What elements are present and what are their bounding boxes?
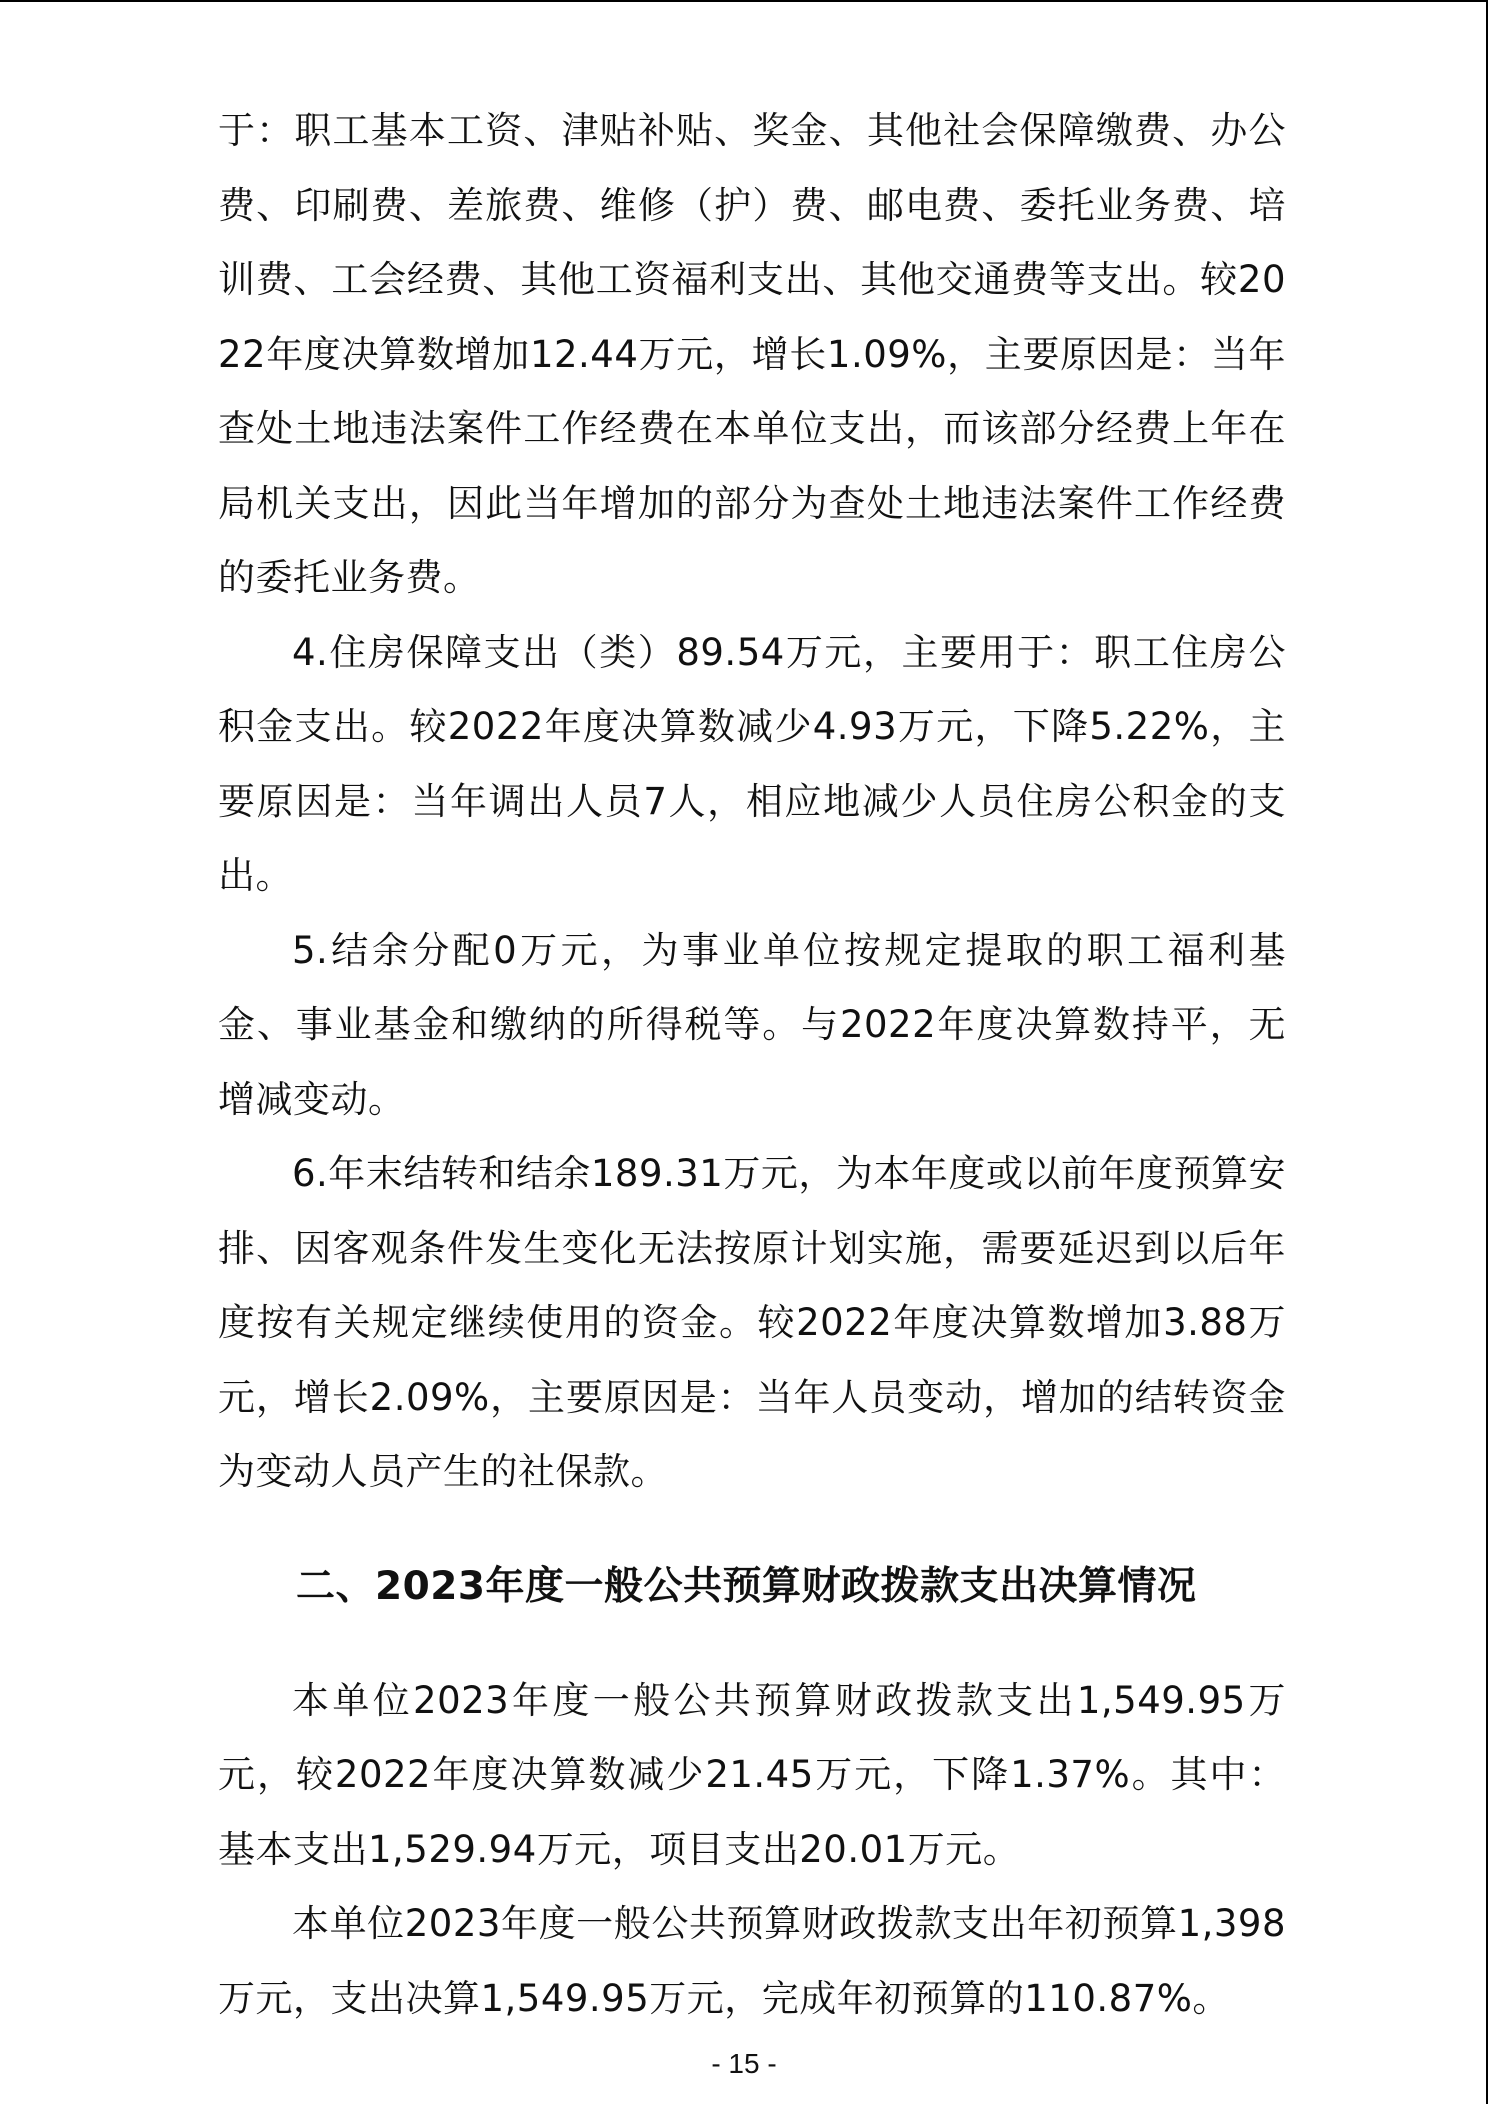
section-heading: 二、2023年度一般公共预算财政拨款支出决算情况: [296, 1563, 1197, 1609]
paragraph-expense-items-continued: 于：职工基本工资、津贴补贴、奖金、其他社会保障缴费、办公费、印刷费、差旅费、维修（护）费、邮电费、委托业务费、培训费、工会经费、其他工资福利支出、其他交通费等支出。较2022年度决算数增加12.44万元，增长1.09%，主要原因是：当年查处土地违法案件工作经费在本单位支出，而该部分经费上年在局机关支出，因此当年增加的部分为查处土地违法案件工作经费的委托业务费。: [218, 109, 1286, 599]
paragraph-budget-completion: 本单位2023年度一般公共预算财政拨款支出年初预算1,398万元，支出决算1,549.95万元，完成年初预算的110.87%。: [218, 1902, 1286, 2020]
document-body: [218, 94, 1286, 2036]
page-number: - 15 -: [711, 2048, 777, 2079]
page-border-top: [0, 0, 1488, 2]
paragraph-housing-expenditure: 4.住房保障支出（类）89.54万元，主要用于：职工住房公积金支出。较2022年度决算数减少4.93万元，下降5.22%，主要原因是：当年调出人员7人，相应地减少人员住房公积金的支出。: [218, 630, 1286, 897]
paragraph-general-budget-expenditure: 本单位2023年度一般公共预算财政拨款支出1,549.95万元，较2022年度决算数减少21.45万元，下降1.37%。其中：基本支出1,529.94万元，项目支出20.01万元。: [218, 1678, 1286, 1871]
paragraph-year-end-balance: 6.年末结转和结余189.31万元，为本年度或以前年度预算安排、因客观条件发生变化无法按原计划实施，需要延迟到以后年度按有关规定继续使用的资金。较2022年度决算数增加3.88万元，增长2.09%，主要原因是：当年人员变动，增加的结转资金为变动人员产生的社保款。: [218, 1152, 1286, 1493]
paragraph-surplus-distribution: 5.结余分配0万元，为事业单位按规定提取的职工福利基金、事业基金和缴纳的所得税等。与2022年度决算数持平，无增减变动。: [218, 928, 1286, 1121]
